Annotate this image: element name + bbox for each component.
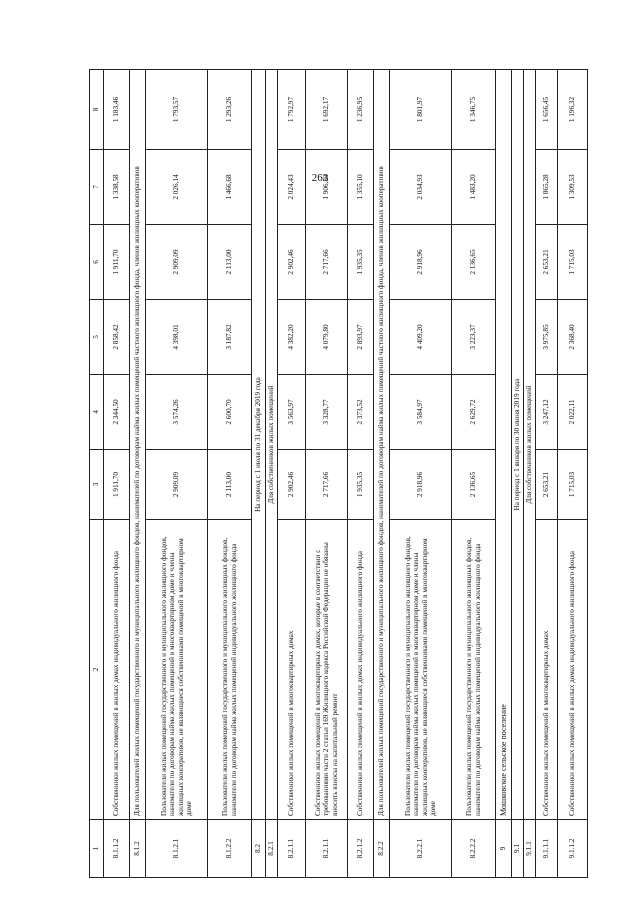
row-value: 1 309,53	[558, 150, 588, 225]
row-value: 1 466,68	[208, 150, 252, 225]
row-code: 9.1.1	[524, 820, 536, 878]
table-row	[252, 70, 266, 878]
row-value: 3 584,97	[390, 375, 452, 450]
row-value: 1 355,10	[348, 150, 374, 225]
row-value: 1 793,57	[146, 70, 208, 150]
table-row	[208, 70, 252, 878]
row-name: Собственники жилых помещений в многоквартирных домах	[536, 520, 558, 820]
rotated-sheet	[89, 70, 577, 878]
row-code: 8.2.2.1	[390, 820, 452, 878]
row-value: 1 906,83	[306, 150, 348, 225]
row-code: 9.1	[512, 820, 524, 878]
row-code: 8.1.2.2	[208, 820, 252, 878]
row-value: 1 935,35	[348, 450, 374, 520]
row-name: Собственники жилых помещений в жилых домах индивидуального жилищного фонда	[104, 520, 130, 820]
row-value: 2 022,11	[558, 375, 588, 450]
row-value: 2 893,97	[348, 300, 374, 375]
table-row	[146, 70, 208, 878]
row-value: 4 398,01	[146, 300, 208, 375]
column-header: 7	[90, 150, 104, 225]
row-code: 8.1.1.2	[104, 820, 130, 878]
table-row	[536, 70, 558, 878]
row-code: 9.1.1.1	[536, 820, 558, 878]
row-value: 2 902,46	[278, 225, 306, 300]
table-row	[452, 70, 496, 878]
row-code: 8.2.1.1	[306, 820, 348, 878]
section-label: Для собственников жилых помещений	[524, 70, 536, 820]
row-value: 2 113,00	[208, 225, 252, 300]
row-value: 3 247,12	[536, 375, 558, 450]
row-value: 4 079,80	[306, 300, 348, 375]
row-value: 3 563,97	[278, 375, 306, 450]
section-label: На период с 1 января по 30 июня 2019 года	[512, 70, 524, 820]
section-label: На период с 1 июля по 31 декабря 2019 года	[252, 70, 266, 820]
span-label: Для пользователей жилых помещений государственного и муниципального жилищного фондов, нанимателей по договорам найма жилых помещений частного жилищного фонда, членов жилищных кооперативов	[130, 70, 146, 820]
row-value: 2 368,40	[558, 300, 588, 375]
row-code: 9.1.1.2	[558, 820, 588, 878]
row-code: 8.2.2.2	[452, 820, 496, 878]
row-code: 8.2	[252, 820, 266, 878]
column-header: 1	[90, 820, 104, 878]
column-header: 3	[90, 450, 104, 520]
row-value: 1 692,17	[306, 70, 348, 150]
row-code: 8.1.2	[130, 820, 146, 878]
row-value: 2 026,14	[146, 150, 208, 225]
row-value: 4 409,20	[390, 300, 452, 375]
row-name: Собственники жилых помещений в жилых домах индивидуального жилищного фонда	[558, 520, 588, 820]
row-value: 2 600,70	[208, 375, 252, 450]
table-row	[278, 70, 306, 878]
row-value: 3 574,26	[146, 375, 208, 450]
tariff-table	[89, 69, 588, 878]
row-value: 2 629,72	[452, 375, 496, 450]
row-value: 2 909,09	[146, 450, 208, 520]
row-value: 1 183,46	[104, 70, 130, 150]
table-row	[104, 70, 130, 878]
row-value: 4 382,20	[278, 300, 306, 375]
row-value: 1 483,20	[452, 150, 496, 225]
column-header: 4	[90, 375, 104, 450]
row-value: 3 975,85	[536, 300, 558, 375]
row-value: 2 136,65	[452, 450, 496, 520]
row-value: 1 236,95	[348, 70, 374, 150]
table-row	[306, 70, 348, 878]
table-row	[496, 70, 512, 878]
table-row	[390, 70, 452, 878]
row-name: Собственники жилых помещений в многоквартирных домах	[278, 520, 306, 820]
row-value: 1 911,70	[104, 450, 130, 520]
table-body	[90, 70, 588, 878]
row-value: 1 801,97	[390, 70, 452, 150]
row-value: 2 717,66	[306, 450, 348, 520]
row-value: 3 187,82	[208, 300, 252, 375]
row-value: 1 715,03	[558, 450, 588, 520]
row-value: 2 024,43	[278, 150, 306, 225]
row-value: 1 865,28	[536, 150, 558, 225]
table-row	[348, 70, 374, 878]
column-header: 8	[90, 70, 104, 150]
row-value: 2 918,96	[390, 225, 452, 300]
row-value: 2 034,93	[390, 150, 452, 225]
row-value: 1 656,45	[536, 70, 558, 150]
span-label: Для пользователей жилых помещений государственного и муниципального жилищного фондов, нанимателей по договорам найма жилых помещений частного жилищного фонда, членов жилищных кооперативов	[374, 70, 390, 820]
row-name: Пользователи жилых помещений государственного и муниципального жилищных фондов, наниматели по договорам найма жилых помещений индивидуального жилищного фонда	[208, 520, 252, 820]
row-value: 1 346,75	[452, 70, 496, 150]
column-header: 6	[90, 225, 104, 300]
row-value: 2 653,21	[536, 225, 558, 300]
row-value: 2 902,46	[278, 450, 306, 520]
row-value: 2 918,96	[390, 450, 452, 520]
row-name: Пользователи жилых помещений государственного и муниципального жилищного фондов, наниматели по договорам найма жилых помещений в многоквартирном доме и члены жилищных кооперативов, не являющиеся собственниками помещений в многоквартирном доме	[390, 520, 452, 820]
row-code: 8.2.2	[374, 820, 390, 878]
row-code: 8.2.1.2	[348, 820, 374, 878]
row-value: 1 935,35	[348, 225, 374, 300]
row-name: Пользователи жилых помещений государственного и муниципального жилищных фондов, наниматели по договорам найма жилых помещений индивидуального жилищного фонда	[452, 520, 496, 820]
table-row	[374, 70, 390, 878]
section-label: Для собственников жилых помещений	[266, 70, 278, 820]
row-value: 2 909,09	[146, 225, 208, 300]
table-row	[266, 70, 278, 878]
row-value: 3 328,77	[306, 375, 348, 450]
row-value: 2 717,66	[306, 225, 348, 300]
table-row	[558, 70, 588, 878]
row-code: 8.2.1	[266, 820, 278, 878]
row-value: 1 338,58	[104, 150, 130, 225]
table-row	[524, 70, 536, 878]
row-code: 9	[496, 820, 512, 878]
row-value: 2 373,52	[348, 375, 374, 450]
row-code: 8.2.1.1	[278, 820, 306, 878]
row-value: 2 113,00	[208, 450, 252, 520]
column-header: 5	[90, 300, 104, 375]
page-number: 263	[311, 172, 329, 184]
row-name: Собственники жилых помещений в многоквартирных домах, которые в соответствии с требованиями части 2 статьи 169 Жилищного кодекса Российской Федерации не обязаны вносить взносы на капитальный ремонт	[306, 520, 348, 820]
row-value: 1 792,97	[278, 70, 306, 150]
row-value: 1 293,26	[208, 70, 252, 150]
title-label: Мошковское сельское поселение	[496, 70, 512, 820]
row-value: 3 223,37	[452, 300, 496, 375]
column-header: 2	[90, 520, 104, 820]
header-row	[90, 70, 104, 878]
row-value: 2 858,42	[104, 300, 130, 375]
row-value: 1 911,70	[104, 225, 130, 300]
row-value: 2 653,21	[536, 450, 558, 520]
table-row	[130, 70, 146, 878]
row-name: Собственники жилых помещений в жилых домах индивидуального жилищного фонда	[348, 520, 374, 820]
row-value: 1 196,32	[558, 70, 588, 150]
row-value: 2 344,50	[104, 375, 130, 450]
row-name: Пользователи жилых помещений государственного и муниципального жилищного фондов, наниматели по договорам найма жилых помещений в многоквартирном доме и члены жилищных кооперативов, не являющиеся собственниками помещений в многоквартирном доме	[146, 520, 208, 820]
row-code: 8.1.2.1	[146, 820, 208, 878]
row-value: 2 136,65	[452, 225, 496, 300]
table-row	[512, 70, 524, 878]
row-value: 1 715,03	[558, 225, 588, 300]
